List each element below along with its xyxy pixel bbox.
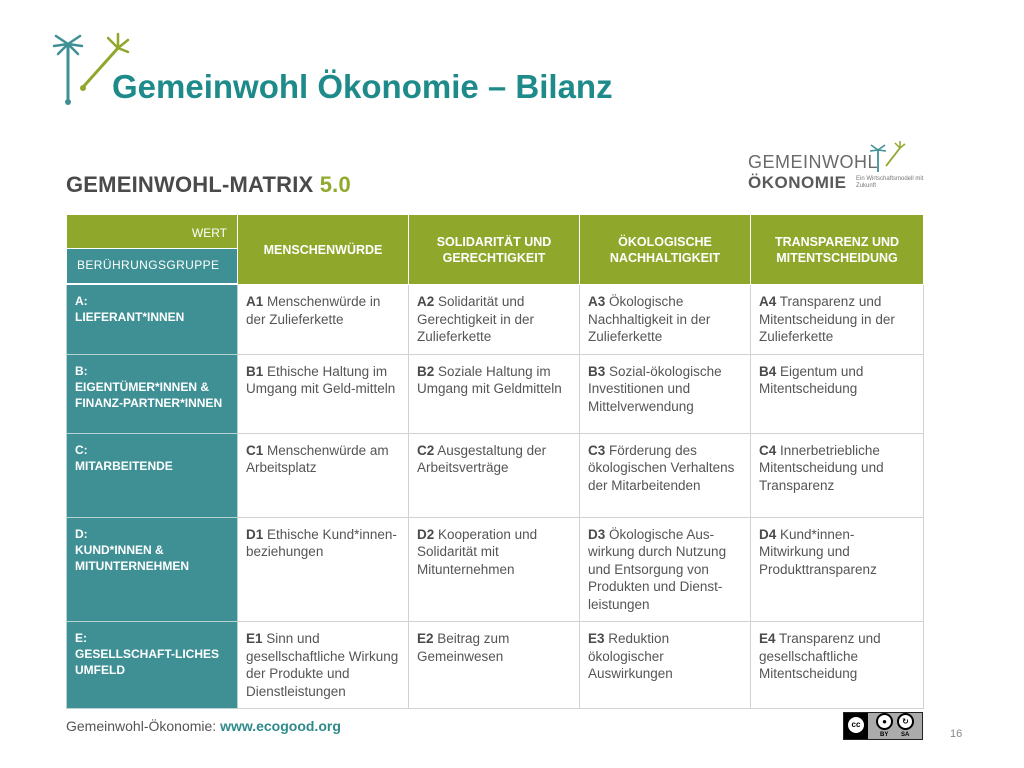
matrix-cell xyxy=(409,285,580,355)
cell-code: A4 xyxy=(759,294,777,309)
cell-code: C2 xyxy=(417,442,435,458)
matrix-title xyxy=(66,172,351,198)
cell-text: Förderung des ökologischen Verhaltens der Mitarbeitenden xyxy=(588,442,735,493)
matrix-cell xyxy=(238,622,409,709)
matrix-cell xyxy=(751,285,924,355)
brand-line1: GEMEINWOHL xyxy=(748,152,879,172)
matrix-cell xyxy=(751,517,924,622)
matrix-cell xyxy=(580,517,751,622)
matrix-title-main: GEMEINWOHL-MATRIX xyxy=(66,172,320,197)
row-header: C: MITARBEITENDE xyxy=(67,433,238,517)
cc-icon: cc xyxy=(846,715,866,735)
cell-code: D1 xyxy=(246,526,264,542)
column-header: TRANSPARENZ UND MITENTSCHEIDUNG xyxy=(751,215,924,285)
cell-code: E2 xyxy=(417,631,434,646)
row-header: E: GESELLSCHAFT-LICHES UMFELD xyxy=(67,622,238,709)
matrix-cell xyxy=(238,433,409,517)
column-header: SOLIDARITÄT UND GERECHTIGKEIT xyxy=(409,215,580,285)
matrix-cell xyxy=(409,354,580,433)
cell-code: A1 xyxy=(246,294,264,309)
matrix-cell xyxy=(751,433,924,517)
matrix-cell xyxy=(580,354,751,433)
table-row xyxy=(67,517,924,622)
cell-text: Beitrag zum Gemeinwesen xyxy=(417,631,510,664)
matrix-cell xyxy=(751,622,924,709)
cell-text: Ausgestaltung der Arbeitsverträge xyxy=(417,442,547,475)
cell-code: C3 xyxy=(588,442,606,458)
cell-text: Kund*innen-Mitwirkung und Produkttransparenz xyxy=(759,526,877,577)
brand-tagline: Ein Wirtschaftsmodell mit Zukunft xyxy=(856,176,924,189)
license-sa-label: SA xyxy=(901,732,910,738)
cell-code: E1 xyxy=(246,631,263,646)
cell-code: D3 xyxy=(588,526,606,542)
matrix-cell xyxy=(409,433,580,517)
matrix-corner xyxy=(67,215,238,285)
cell-code: C4 xyxy=(759,442,777,458)
license-by-label: BY xyxy=(880,732,889,738)
matrix-cell xyxy=(238,354,409,433)
row-header: B: EIGENTÜMER*INNEN & FINANZ-PARTNER*INNEN xyxy=(67,354,238,433)
cell-code: A2 xyxy=(417,294,435,309)
cell-text: Sinn und gesellschaftliche Wirkung der Produkte und Dienstleistungen xyxy=(246,631,399,699)
cell-code: E4 xyxy=(759,631,776,646)
cell-code: D2 xyxy=(417,526,435,542)
cell-text: Innerbetriebliche Mitentscheidung und Transparenz xyxy=(759,442,884,493)
gemeinwohl-matrix-table xyxy=(66,214,924,709)
row-header: D: KUND*INNEN & MITUNTERNEHMEN xyxy=(67,517,238,622)
slide-title: Gemeinwohl Ökonomie – Bilanz xyxy=(112,68,613,105)
matrix-cell xyxy=(580,433,751,517)
matrix-title-version: 5.0 xyxy=(319,172,351,197)
matrix-cell xyxy=(238,517,409,622)
cell-text: Ethische Haltung im Umgang mit Geld-mitteln xyxy=(246,363,396,396)
cell-text: Ökologische Nachhaltigkeit in der Zulieferkette xyxy=(588,294,711,344)
footer-url-link[interactable]: www.ecogood.org xyxy=(220,718,341,734)
cell-code: E3 xyxy=(588,631,605,646)
cell-text: Kooperation und Solidarität mit Mitunternehmen xyxy=(417,526,538,577)
cell-code: B2 xyxy=(417,363,435,379)
table-row xyxy=(67,433,924,517)
matrix-cell xyxy=(409,517,580,622)
table-row xyxy=(67,354,924,433)
footer-text xyxy=(66,718,341,734)
column-header: MENSCHENWÜRDE xyxy=(238,215,409,285)
column-header: ÖKOLOGISCHE NACHHALTIGKEIT xyxy=(580,215,751,285)
cell-text: Eigentum und Mitentscheidung xyxy=(759,363,864,396)
share-alike-icon: ↻ xyxy=(897,713,914,730)
row-header: A: LIEFERANT*INNEN xyxy=(67,285,238,355)
matrix-cell xyxy=(751,354,924,433)
cell-text: Ökologische Aus-wirkung durch Nutzung und Entsorgung von Produkten und Dienst-leistungen xyxy=(588,526,727,612)
cell-text: Menschenwürde am Arbeitsplatz xyxy=(246,442,389,475)
cell-code: A3 xyxy=(588,294,606,309)
table-row xyxy=(67,285,924,355)
corner-wert-label: WERT xyxy=(67,215,237,249)
corner-beruehrungsgruppe-label: BERÜHRUNGSGRUPPE xyxy=(67,249,237,283)
cc-license-badge[interactable] xyxy=(843,712,923,740)
matrix-cell xyxy=(238,285,409,355)
person-icon: ● xyxy=(876,713,893,730)
cell-code: B1 xyxy=(246,363,264,379)
page-number: 16 xyxy=(950,728,963,740)
cell-code: B3 xyxy=(588,363,606,379)
matrix-cell xyxy=(580,285,751,355)
cell-text: Transparenz und gesellschaftliche Mitentscheidung xyxy=(759,631,881,681)
cell-text: Menschenwürde in der Zulieferkette xyxy=(246,294,381,327)
cell-code: B4 xyxy=(759,363,777,379)
cell-text: Ethische Kund*innen-beziehungen xyxy=(246,526,397,559)
brand-line2: ÖKONOMIE xyxy=(748,173,847,192)
footer-label: Gemeinwohl-Ökonomie: xyxy=(66,718,221,734)
cell-text: Sozial-ökologische Investitionen und Mittelverwendung xyxy=(588,363,722,414)
matrix-cell xyxy=(409,622,580,709)
table-row xyxy=(67,622,924,709)
cell-text: Reduktion ökologischer Auswirkungen xyxy=(588,631,673,681)
dandelion-brand-icon xyxy=(866,140,906,180)
matrix-cell xyxy=(580,622,751,709)
brand-logo xyxy=(748,140,928,200)
cell-text: Solidarität und Gerechtigkeit in der Zulieferkette xyxy=(417,294,535,344)
cell-code: D4 xyxy=(759,526,777,542)
cell-code: C1 xyxy=(246,442,264,458)
cell-text: Soziale Haltung im Umgang mit Geldmitteln xyxy=(417,363,562,396)
cell-text: Transparenz und Mitentscheidung in der Zulieferkette xyxy=(759,294,895,344)
